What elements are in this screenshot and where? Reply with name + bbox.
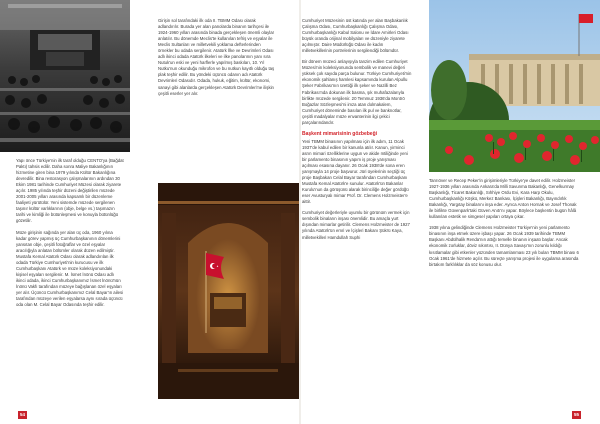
paragraph: Cumhuriyet değerleriyle uyumlu bir görünüm vermek için sembolik binaların inşası önemlidir. Bu amaçla yurt dışından mimarlar getirilir. Clemens Holzmeister de 1927 yılında Atatürk'ün emri ve İçişleri Bakanı Şükrü Kaya, milletvekilleri Hamdullah Suphi xyxy=(302,210,410,240)
text-column-4 xyxy=(429,178,579,408)
parliament-garden-photo xyxy=(429,0,600,172)
text-column-1 xyxy=(16,158,124,406)
paragraph: Yapı önce Türkiye'nin ilk taraf olduğu CENTO'ya (Bağdat Paktı) tahsis edilir. Daha sonra Maliye Bakanlığının hizmetine giren bina 1979 yılında Kültür Bakanlığına devredilir. Bina restorasyon çalışmalarının ardından 30 Ekim 1981 tarihinde Cumhuriyet Müzesi olarak ziyarete açılır. 1985 yılında teşhir düzeni değiştirilen müzede 2001-2005 yılları arasında kapsamlı bir düzenleme faaliyeti yürütülür. Yeni sistemde müzede sergilenen taşınır kültür varlıklarının (obje, belge vs.) taşımazın tarihi ve kimliği ile bütünleşmesi ve konuyla bütünlüğü gözetilir. xyxy=(16,158,124,224)
text-column-3 xyxy=(302,18,412,408)
museum-hall-photo xyxy=(158,183,299,399)
page-number-right: 55 xyxy=(573,412,579,417)
paragraph: Tanrıöver ve Recep Peker'in girişimleriyle Türkiye'ye davet edilir. Holzmeister 1927-1936 yılları arasında Ankara'da Milli Savunma Bakanlığı, Genelkurmay Başkanlığı, Ticaret Bakanlığı, Sıhhiye Ordu Evi, Kara Harp Okulu, Cumhurbaşkanlığı Köşkü, Merkez Bankası, İçişleri Bakanlığı, Bayındırlık Bakanlığı, Yargıtay binalarını inşa eder. Ayrıca Anton Hornak ve Josef Thonak ile birlikte Güvenpark'taki Güven Anıtı'nı yapar. Böylece başkentin bugün hâlâ kullanılan estetik ve simgesel yapıları ortaya çıkar. xyxy=(429,178,577,220)
paragraph: Cumhuriyet Müzesinin üst katında yer alan Başbakanlık Çalışma Odası, Cumhurbaşkanlığı Çalışma Odası, Cumhurbaşkanlığı Kabul Salonu ve İdare Amirleri Odası büyük oranda orijinal mobilyaları ve düzeniyle ziyarete açılmıştır. Daire Müdürlüğü Odası ile kadın milletvekillerinin portrelerinin sergilendiği bölümdür. xyxy=(302,18,409,54)
section-heading: Başkent mimarisinin gözbebeği xyxy=(302,130,378,137)
paragraph: Girişin sol tarafındaki ilk oda II. TBMM Odası olarak adlandırılır. Burada yer alan panolarda binanın tarihçesi ile 1924-1960 yılları arasında binada gerçekleşen önemli olaylar anlatılır. Bu dönemde Meclis'te kullanılan tefriş ve eşyalar ile Meclis Sultanları ve milletvekili yoklama defterlerinden örnekler bu odada sergilenir. Atatürk İlke ve Devrimleri Odası adlı ikinci odada Atatürk ilkeleri ve ilke panolarının yanı sıra Nutuk'un eski ve yeni harflerle yapılmış baskıları, 10. Yıl Nutku'nun okunduğu mikrofon ve bu nutkun kayıtlı olduğu taş plak teşhir edilir. Bu yöndeki üçüncü odanın adı Atatürk Devrimleri Odasıdır. Odada, hukuk, eğitim, kültür, ekonomi, sanayi gibi alanlarda gerçekleşen Atatürk Devrimleri'ne ilişkin çeşitli eserler yer alır. xyxy=(158,18,275,96)
text-column-2 xyxy=(158,18,276,178)
assembly-photo xyxy=(0,0,130,152)
paragraph: 1938 yılına gelindiğinde Clemens Holzmeister Türkiye'nin yeni parlamento binasının inşa etmek üzere işbaşı yapar. 26 Ocak 1939 tarihinde TBMM Başkanı Abdülhalik Renda'nın attığı temelle binanın inşaatı başlar. Ancak ekonomik zorluklar, döviz sıkıntısı, II. Dünya Savaşı'nın zorunlu kıldığı kısıtlamalar gibi etkenler yüzünden tamamlanması 23 yılı bulan TBMM binası 6 Ocak 1961'de hizmete açılır. Bu süreçte yarışma projesi ile uygulama arasında birtakım farklılıklar da söz konusu olur. xyxy=(429,225,579,267)
page-gutter xyxy=(299,0,301,424)
paragraph: Müze girişinin sağında yer alan üç oda, 1960 yılına kadar görev yapmış üç Cumhurbaşkanının dönemlerini yansıtan obje, çeşitli fotoğraflar ve özel eşyalar aracılığıyla anlatan bölümler olarak düzen edilmiştir. Mustafa Kemal Atatürk Odası olarak adlandırılan ilk odada Türkiye Cumhuriyeti'nin kurucusu ve ilk Cumhurbaşkanı Atatürk ve müze koleksiyonundaki kişisel eşyaları sergilenir. M. İsmet İnönü Odası adlı ikinci odada, ikinci Cumhurbaşkanımız İsmet İnönü'nün İnönü Vakfı tarafından müzeye bağışlanan özel eşyaları yer alır. Üçüncü Cumhurbaşkanımız Celal Bayar'ın ailesi tarafından müzeye verilen eşyalarsa aynı sırada üçüncü oda olan M. Celal Bayar Odasında teşhir edilir. xyxy=(16,229,124,308)
paragraph: Bir dönem müzeci anlayışıyla tanzim edilen Cumhuriyet Müzesi'nin koleksiyonunda sembolik ve manevi değeri yüksek çok sayıda parça bulunur. Türkiye Cumhuriyeti'nin ekonomik şahlanış hamlesi kapsamında kurulan Alpullu Şeker Fabrikası'nın ürettiği ilk şeker ve Nazilli Bez Fabrikası'nda dokunan ilk basma, şık muhafazalarıyla birlikte müzede sergilenir. 20 Temmuz 1936'da Montrö Boğazlar Sözleşmesi'ni imza atan dolmakalem, Cumhuriyet döneminde basılan ilk pul ve banknotlar, çeşitli madalyalar müze envanterinin ilgi çekici parçalarındandır. xyxy=(302,59,412,125)
paragraph: Yeni TBMM binasının yapılması için ilk adım, 11 Ocak 1937'de kabul edilen bir kanunla atılır. Kanun, yirminci asrın mimari özelliklerine uygun ve akide mtiliğinde yeni bir parlamento binasının yapım iş proje yarışması açılması esasına dayanır. 26 Ocak 1938'de sona eren yarışmayla 14 proje başvurur. Jüri üyelerinin seçtiği üç proje Başbakan Celal Bayar tarafından Cumhurbaşkanı Mustafa Kemal Atatürk'e sunulur. Atatürk'ün Bakanlar Kurulu'nun da görüşünü alarak birinciliğe değer gördüğü eser Avusturyalı mimar Prof. Dr. Clemens Holzmeister'e aittir. xyxy=(302,138,409,205)
page-number-left: 54 xyxy=(19,412,25,417)
